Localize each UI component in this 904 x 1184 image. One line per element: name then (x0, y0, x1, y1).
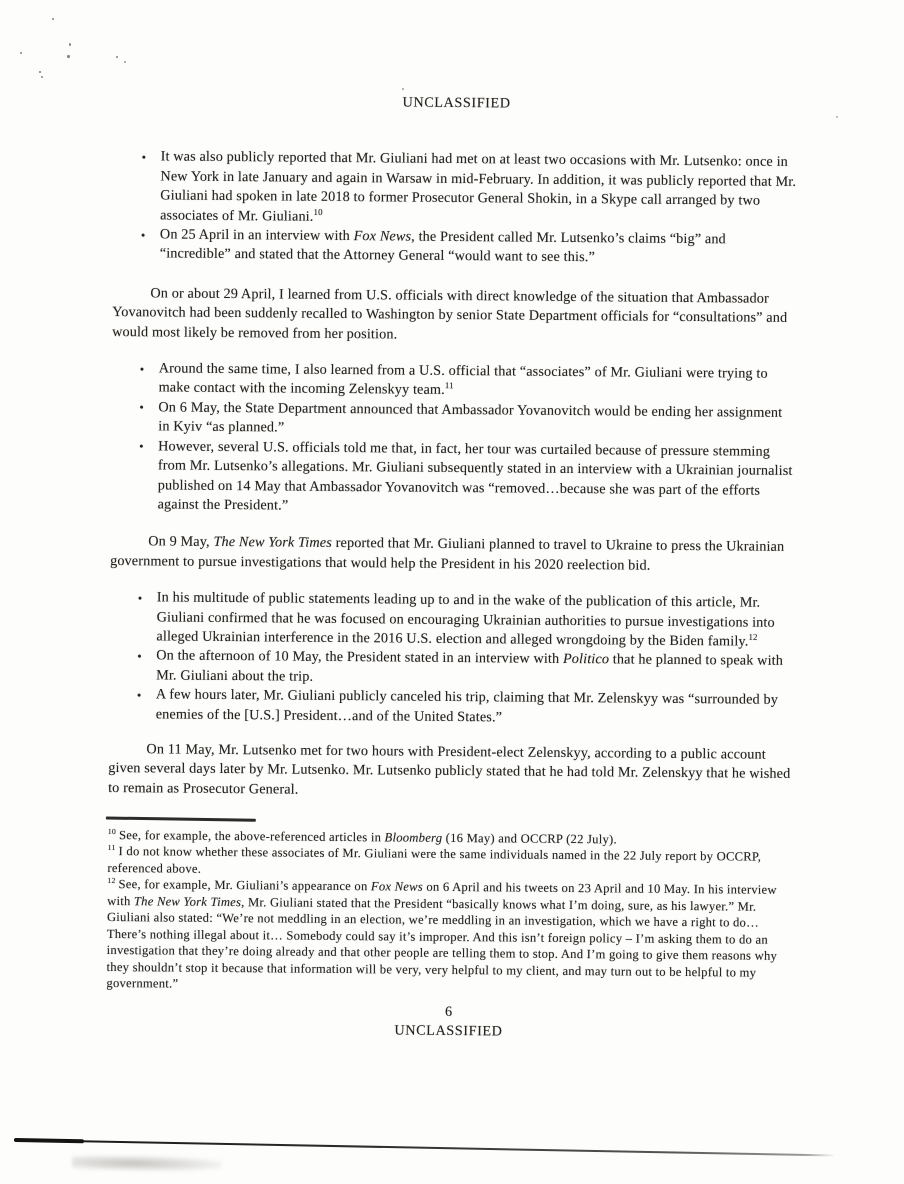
footnote-number: 10 (107, 826, 117, 836)
footnotes-section (106, 827, 792, 998)
paragraph-9-may: On 9 May, The New York Times reported that Mr. Giuliani planned to travel to Ukraine to press the Ukrainian government to pursue investigations that would help the President in his 2020 reelection bid. (110, 533, 785, 574)
bullet-item-fox-news-interview: • On 25 April in an interview with Fox News, the President called Mr. Lutsenko’s claims “big” and “incredible” and stated that the Attorney General “would want to see this.” (113, 225, 798, 270)
bullet-list-top (113, 147, 799, 269)
bullet-item-6-may-announcement: • On 6 May, the State Department announced that Ambassador Yovanovitch would be ending her assignment in Kyiv “as planned.” (111, 398, 796, 443)
page-footer (106, 1000, 791, 1045)
bullet-list-middle (111, 359, 797, 520)
classification-footer: UNCLASSIFIED (394, 1022, 503, 1040)
bullet-list-bottom (109, 588, 795, 730)
bullet-item-politico-interview: • On the afternoon of 10 May, the President stated in an interview with Politico that he planned to speak with Mr. Giuliani about the trip. (109, 646, 794, 691)
bullet-item-associates-contact: • Around the same time, I also learned from a U.S. official that “associates” of Mr. Giuliani were trying to make contact with the incoming Zelenskyy team.$^{11}$ (112, 359, 797, 404)
bullet-item-tour-curtailed: • However, several U.S. officials told me that, in fact, her tour was curtailed because of pressure stemming from Mr. Lutsenko’s allegations. Mr. Giuliani subsequently stated in an interview with a Ukrainian journalist published on 14 May that Ambassador Yovanovitch was “removed…because she was part of the efforts against the President.” (111, 437, 797, 521)
classification-header: UNCLASSIFIED (402, 94, 511, 112)
page-edge-line (14, 1139, 836, 1156)
bullet-item-trip-canceled: • A few hours later, Mr. Giuliani publicly canceled his trip, claiming that Mr. Zelenskyy was “surrounded by enemies of the [U.S.] President…and of the United States.” (109, 685, 794, 730)
bullet-item-public-statements: • In his multitude of public statements leading up to and in the wake of the publication of this article, Mr. Giuliani confirmed that he was focused on encouraging Ukrainian authorities to pursue investigations into alleged Ukrainian interference in the 2016 U.S. election and alleged wrongdoing by the Biden family.$^{12}$ (109, 588, 794, 652)
footnote-number: 12 (107, 875, 116, 886)
footnote-text: See, for example, Mr. Giuliani’s appearance on Fox News on 6 April and his tweets on 23 April and 10 May. In his interview with The New York Times, Mr. Giuliani stated that the President “basically knows what I’m doing, sure, as his lawyer.” Mr. Giuliani also stated: “We’re not meddling in an election, we’re meddling in an investigation, which we have a right to do… There’s nothing illegal about it… Somebody could say it’s improper. And this isn’t foreign policy – I’m asking them to do an investigation that they’re doing already and that other people are telling them to stop. And I’m going to give them reasons why they shouldn’t stop it because that information will be very, very helpful to my client, and may turn out to be helpful to my government.” (106, 877, 778, 991)
bullet-item-giuliani-lutsenko-meetings: • It was also publicly reported that Mr. Giuliani had met on at least two occasions with Mr. Lutsenko: once in New York in late January and again in Warsaw in mid-February. In addition, it was publicly reported that Mr. Giuliani had spoken in late 2018 to former Prosecutor General Shokin, in a Skype call arranged by two associates of Mr. Giuliani.$^{10}$ (113, 147, 799, 231)
footnote-text: See, for example, the above-referenced articles in Bloomberg (16 May) and OCCRP (22 July). (118, 827, 617, 847)
page-number: 6 (444, 1003, 453, 1020)
paragraph-29-april: On or about 29 April, I learned from U.S. officials with direct knowledge of the situation that Ambassador Yovanovitch had been suddenly recalled to Washington by senior State Department officials for “consultations” and would most likely be removed from her position. (112, 285, 788, 343)
footnote-text: I do not know whether these associates of Mr. Giuliani were the same individuals named in the 22 July report by OCCRP, referenced above. (107, 844, 762, 876)
paragraph-11-may: On 11 May, Mr. Lutsenko met for two hours with President-elect Zelenskyy, according to a public account given several days later by Mr. Lutsenko. Mr. Lutsenko publicly stated that he had told Mr. Zelenskyy that he wished to remain as Prosecutor General. (108, 741, 791, 798)
footnote-separator (106, 817, 256, 822)
scan-smudge (72, 1155, 222, 1173)
footnote-12 (106, 876, 792, 997)
footnote-number: 11 (107, 842, 116, 853)
